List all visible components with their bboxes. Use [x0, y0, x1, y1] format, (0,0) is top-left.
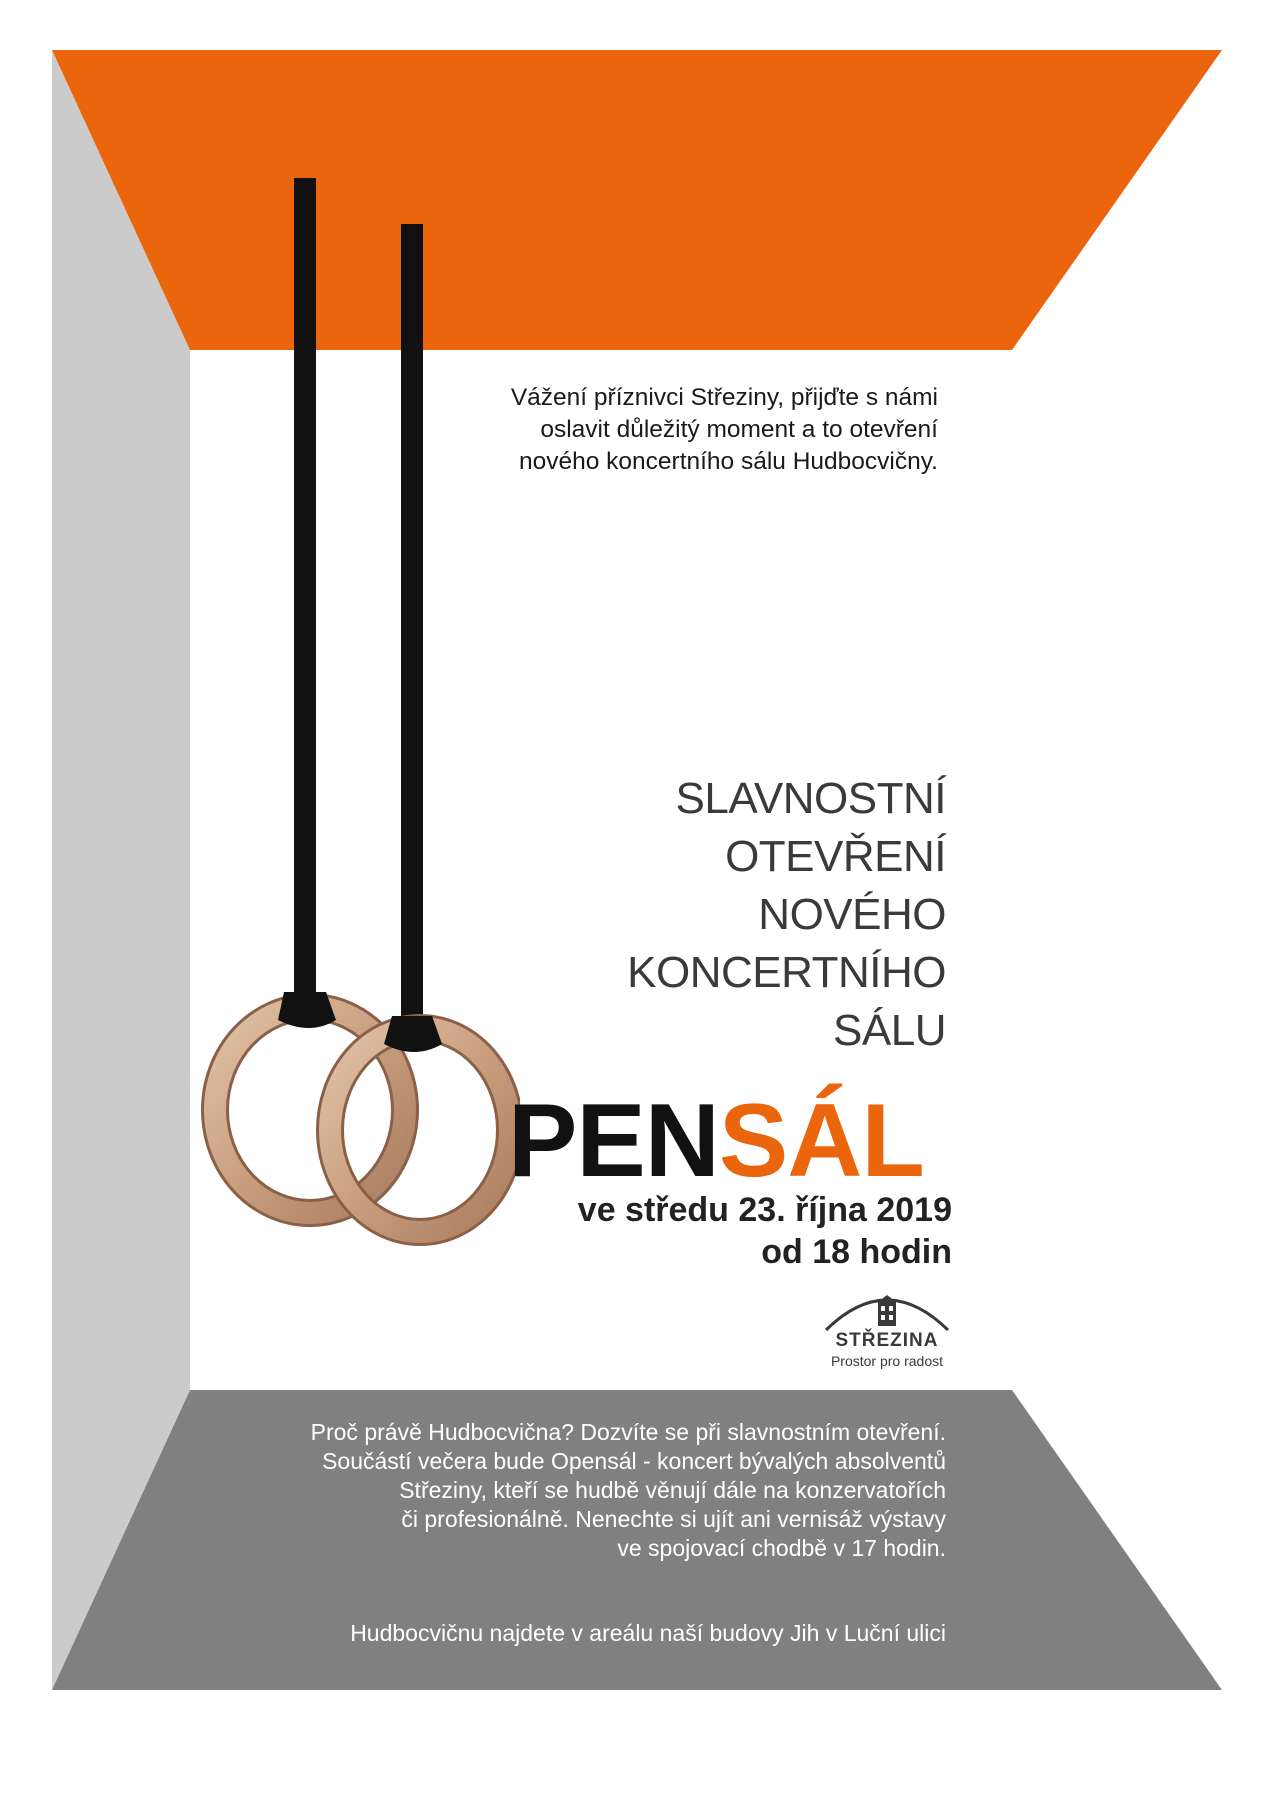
intro-line: Vážení příznivci Střeziny, přijďte s námi: [510, 384, 938, 411]
event-time: od 18 hodin: [761, 1233, 952, 1271]
gymnastic-rings-icon: [200, 170, 520, 1270]
event-date: ve středu 23. října 2019: [577, 1191, 952, 1229]
description-text: [200, 1418, 946, 1563]
event-title-black: PEN: [508, 1083, 719, 1199]
headline-line: SLAVNOSTNÍ: [675, 774, 946, 823]
right-strap-loop: [384, 1016, 442, 1052]
headline-line: SÁLU: [833, 1006, 946, 1055]
left-strap-loop: [278, 992, 336, 1028]
headline-line: KONCERTNÍHO: [627, 948, 946, 997]
description-line: Střeziny, kteří se hudbě věnují dále na konzervatořích: [399, 1477, 946, 1503]
left-strap: [294, 178, 316, 1008]
right-strap: [401, 224, 423, 1032]
description-line: Proč právě Hudbocvična? Dozvíte se při slavnostním otevření.: [310, 1419, 946, 1445]
headline-line: NOVÉHO: [758, 890, 946, 939]
headline: [560, 770, 946, 1060]
intro-line: nového koncertního sálu Hudbocvičny.: [518, 448, 938, 475]
intro-line: oslavit důležitý moment a to otevření: [540, 416, 938, 443]
description-line: ve spojovací chodbě v 17 hodin.: [617, 1535, 946, 1561]
event-title-orange: SÁL: [718, 1083, 924, 1199]
headline-line: OTEVŘENÍ: [725, 832, 946, 881]
intro-text: [430, 382, 938, 478]
event-datetime: [500, 1189, 952, 1273]
logo-tagline: Prostor pro radost: [830, 1353, 944, 1369]
description-line: Součástí večera bude Opensál - koncert bývalých absolventů: [322, 1448, 946, 1474]
description-line: či profesionálně. Nenechte si ujít ani vernisáž výstavy: [401, 1506, 946, 1532]
location-text: Hudbocvičnu najdete v areálu naší budovy Jih v Luční ulici: [350, 1620, 946, 1646]
logo-name: STŘEZINA: [835, 1330, 939, 1351]
event-title: [508, 1081, 978, 1201]
right-ring: [330, 1028, 510, 1232]
